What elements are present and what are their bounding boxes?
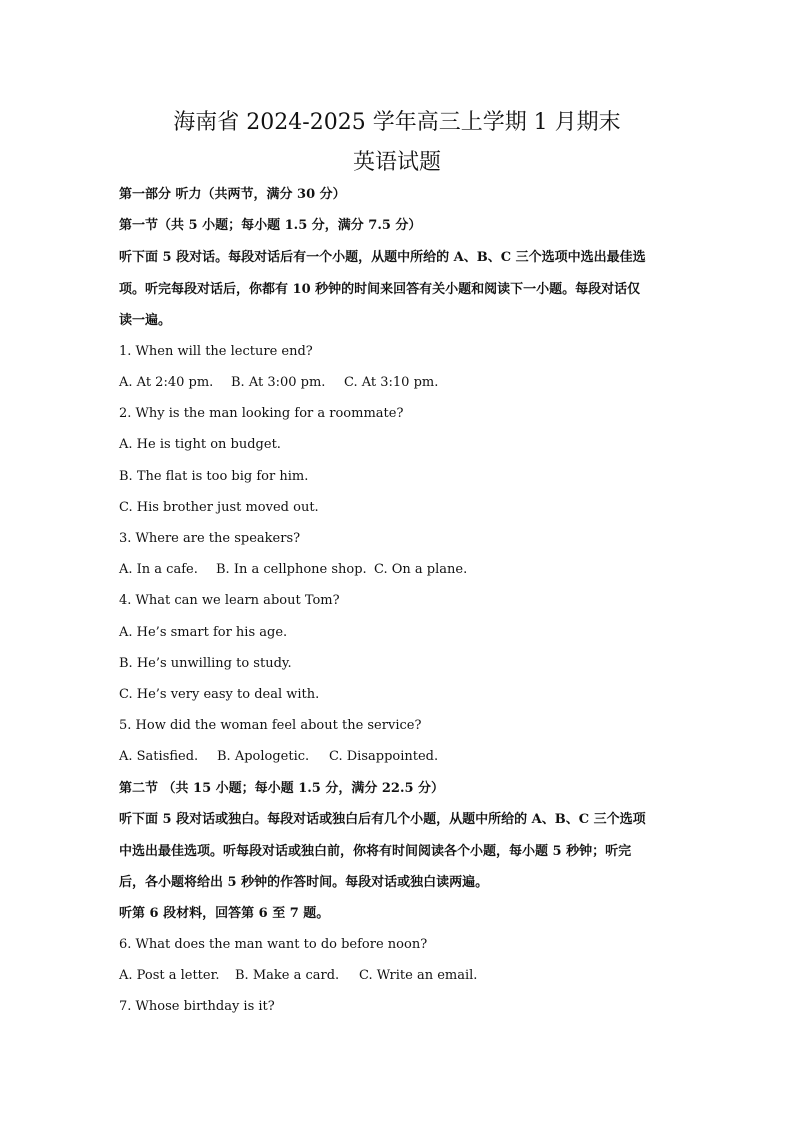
option-a: A. He is tight on budget. [119,437,281,452]
part1-heading: 第一部分 听力（共两节，满分 30 分） [119,187,346,202]
option-c: C. At 3:10 pm. [344,375,439,390]
exam-subtitle: 英语试题 [352,150,441,175]
section1-heading: 第一节（共 5 小题；每小题 1.5 分，满分 7.5 分） [119,218,422,233]
section2-instruction-line: 中选出最佳选项。听每段对话或独白前，你将有时间阅读各个小题，每小题 5 秒钟；听完 [119,844,632,859]
option-b: B. At 3:00 pm. [231,375,326,390]
question-4: 4. What can we learn about Tom? [119,593,340,608]
option-a: A. Satisfied. [119,749,199,764]
exam-title: 海南省 2024-2025 学年高三上学期 1 月期末 [173,110,621,135]
option-c: C. Write an email. [359,968,478,983]
question-1-options [119,374,438,392]
section1-instruction-line: 读一遍。 [119,313,172,328]
option-a: A. At 2:40 pm. [119,375,214,390]
section2-instruction-line: 后，各小题将给出 5 秒钟的作答时间。每段对话或独白读两遍。 [119,875,489,890]
option-b: B. Apologetic. [217,749,310,764]
section1-instruction-line: 听下面 5 段对话。每段对话后有一个小题，从题中所给的 A、B、C 三个选项中选出最佳选 [119,250,646,265]
option-c: C. His brother just moved out. [119,500,319,515]
option-b: B. In a cellphone shop. [216,562,367,577]
option-c: C. Disappointed. [329,749,439,764]
option-b: B. He’s unwilling to study. [119,656,292,671]
question-5: 5. How did the woman feel about the service? [119,718,422,733]
option-c: C. He’s very easy to deal with. [119,687,320,702]
question-6-options [119,967,477,985]
option-b: B. Make a card. [235,968,340,983]
section2-heading: 第二节 （共 15 小题；每小题 1.5 分，满分 22.5 分） [119,781,445,796]
option-a: A. In a cafe. [119,562,198,577]
option-a: A. He’s smart for his age. [119,625,288,640]
question-1: 1. When will the lecture end? [119,344,313,359]
option-b: B. The flat is too big for him. [119,469,309,484]
question-6: 6. What does the man want to do before noon? [119,937,428,952]
question-3: 3. Where are the speakers? [119,531,301,546]
question-2: 2. Why is the man looking for a roommate? [119,406,404,421]
question-7: 7. Whose birthday is it? [119,999,275,1014]
option-c: C. On a plane. [374,562,468,577]
question-5-options [119,748,438,766]
option-a: A. Post a letter. [119,968,220,983]
section1-instruction-line: 项。听完每段对话后，你都有 10 秒钟的时间来回答有关小题和阅读下一小题。每段对话仅 [119,282,641,297]
material-6-heading: 听第 6 段材料，回答第 6 至 7 题。 [119,906,330,921]
section2-instruction-line: 听下面 5 段对话或独白。每段对话或独白后有几个小题，从题中所给的 A、B、C 三个选项 [119,812,646,827]
question-3-options [119,561,467,579]
